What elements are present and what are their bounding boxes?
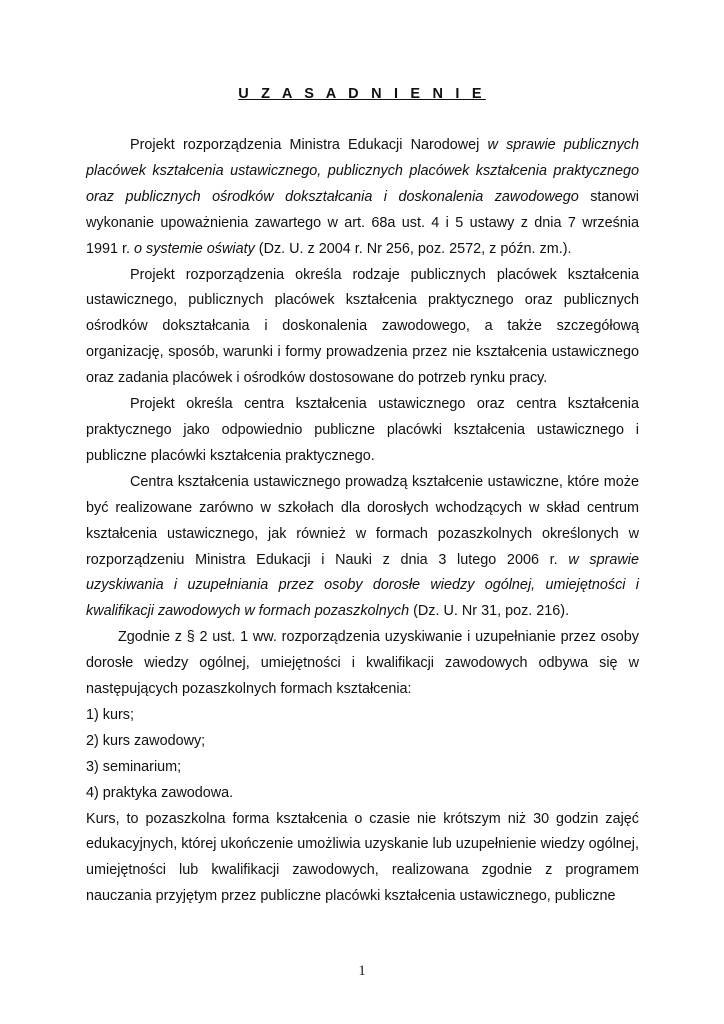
list-item: 2) kurs zawodowy; [86, 732, 206, 749]
paragraph-1-act-title: o systemie oświaty [134, 240, 255, 257]
page-number: 1 [358, 963, 366, 979]
paragraph-5: Zgodnie z § 2 ust. 1 ww. rozporządzenia uzyskiwanie i uzupełnianie przez osoby dorosłe wiedzy ogólnej, umiejętności i kwalifikacji zawodowych odbywa się w następujących pozaszkolnych formach kształcenia: [86, 629, 639, 698]
list-item: 1) kurs; [86, 706, 134, 723]
paragraph-3: Projekt określa centra kształcenia ustawicznego oraz centra kształcenia praktycznego jako odpowiednio publiczne placówki kształcenia ustawicznego i publiczne placówki kształcenia praktycznego. [86, 396, 639, 464]
paragraph-4-text-a: Centra kształcenia ustawicznego prowadzą kształcenie ustawiczne, które może być realizowane zarówno w szkołach dla dorosłych wchodzących w skład centrum kształcenia ustawicznego, jak również w formach pozaszkolnych określonych w rozporządzeniu Ministra Edukacji i Nauki z dnia 3 lutego 2006 r. [86, 473, 639, 568]
paragraph-2: Projekt rozporządzenia określa rodzaje publicznych placówek kształcenia ustawicznego, publicznych placówek kształcenia praktycznego oraz publicznych ośrodków dokształcania i doskonalenia zawodowego, a także szczegółową organizację, sposób, warunki i formy prowadzenia przez nie kształcenia ustawicznego oraz zadania placówek i ośrodków dostosowane do potrzeb rynku pracy. [86, 266, 639, 387]
paragraph-4 [86, 470, 639, 625]
paragraph-1-text-c: (Dz. U. z 2004 r. Nr 256, poz. 2572, z późn. zm.). [254, 240, 572, 257]
paragraph-1-regulation-title: w sprawie publicznych placówek kształcenia ustawicznego, publicznych placówek kształcenia praktycznego oraz publicznych ośrodków dokształcania i doskonalenia zawodowego [86, 137, 639, 205]
paragraph-4-regulation-title: w sprawie uzyskiwania i uzupełniania przez osoby dorosłe wiedzy ogólnej, umiejętności i kwalifikacji zawodowych w formach pozaszkolnych [86, 551, 639, 620]
list-item: 3) seminarium; [86, 758, 182, 775]
list-item: 4) praktyka zawodowa. [86, 784, 234, 801]
paragraph-1-text-a: Projekt rozporządzenia Ministra Edukacji Narodowej [130, 137, 488, 153]
paragraph-1 [86, 133, 639, 263]
paragraph-4-text-b: (Dz. U. Nr 31, poz. 216). [409, 603, 570, 620]
paragraph-6: Kurs, to pozaszkolna forma kształcenia o czasie nie krótszym niż 30 godzin zajęć edukacyjnych, której ukończenie umożliwia uzyskanie lub uzupełnienie wiedzy ogólnej, umiejętności lub kwalifikacji zawodowych, realizowana zgodnie z programem nauczania przyjętym przez publiczne placówki kształcenia ustawicznego, publiczne [86, 810, 639, 905]
document-body [86, 133, 639, 910]
document-title: U Z A S A D N I E N I E [238, 86, 486, 102]
paragraph-1-text-b: stanowi wykonanie upoważnienia zawartego w art. 68a ust. 4 i 5 ustawy z dnia 7 września 1991 r. [86, 188, 639, 257]
